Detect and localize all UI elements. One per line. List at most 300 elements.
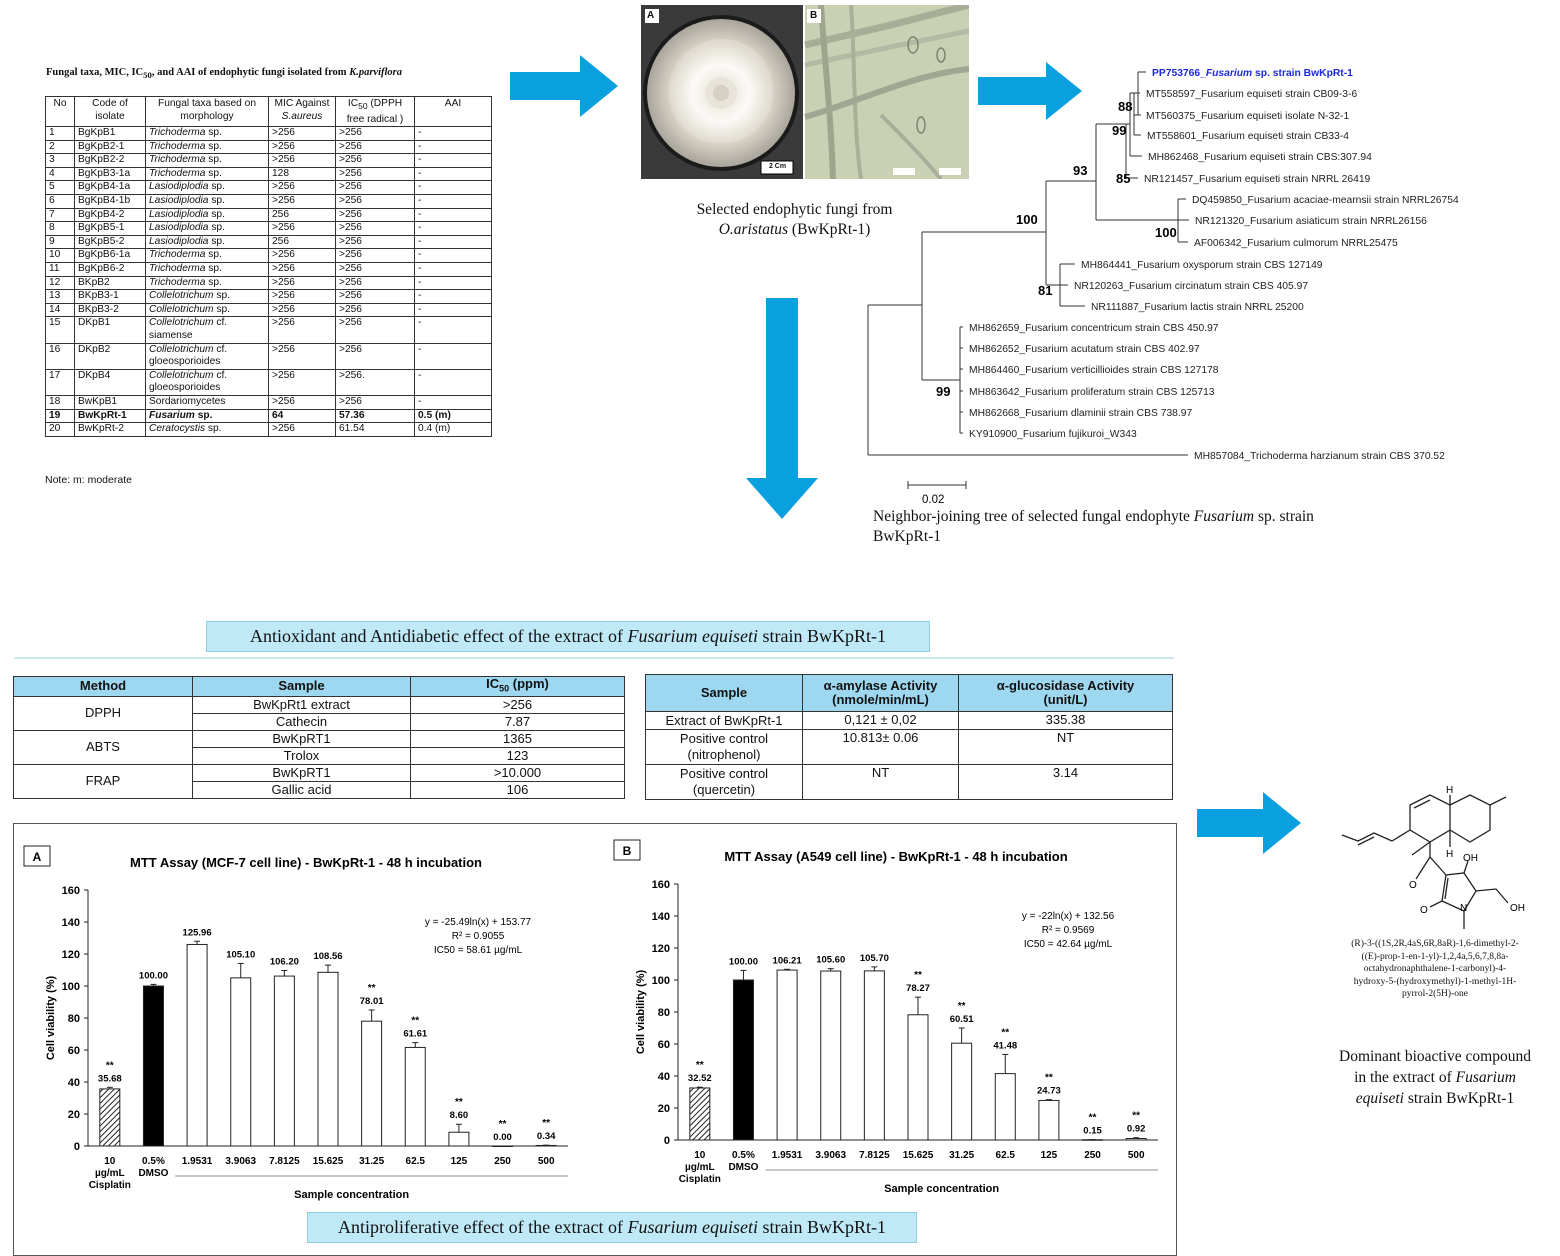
y-tick-label: 160 [61,885,80,897]
x-tick-label: 125 [1040,1150,1058,1161]
cell-mic: >256 [269,222,336,236]
data-label: 60.51 [949,1013,974,1025]
banner-text: strain BwKpRt-1 [758,1217,887,1237]
col-method: Method [14,677,193,697]
col-ic50 [336,97,415,127]
bar [777,970,797,1140]
taxa-genus: Collelotrichum [149,303,214,315]
fungal-table-body [46,127,492,437]
panel-letter: A [32,850,42,864]
photo-caption-line: Selected endophytic fungi from [696,201,893,218]
x-tick-label: DMSO [138,1168,169,1179]
cell-ic50: 1365 [411,730,625,747]
cell-code: BgKpB3-1a [75,167,146,181]
cell-code: BgKpB4-1a [75,181,146,195]
cell-aai: - [415,154,492,168]
atom-n: N [1460,903,1468,914]
compound-name-line: (R)-3-((1S,2R,4aS,6R,8aR)-1,6-dimethyl-2- [1351,939,1519,949]
cell-taxa [146,154,269,168]
table-row [14,764,625,781]
arrow-right-icon [1197,792,1303,854]
tree-leaf-label: NR120263_Fusarium circinatum strain CBS 405.97 [1074,281,1309,292]
cell-ic50: >256 [336,195,415,209]
significance-marker: ** [914,970,922,982]
compound-caption [1310,1046,1560,1109]
x-tick-label: 31.25 [359,1156,385,1167]
photo-label-b: B [810,10,818,21]
ic-label-post: (DPPH free radical ) [346,98,404,126]
x-tick-label: 0.5% [732,1150,755,1161]
cell-mic: >256 [269,140,336,154]
bar [1126,1139,1146,1140]
table-row [46,262,492,276]
cell-ic50: >256 [411,696,625,713]
regression-annotation: R² = 0.9055 [451,931,505,942]
section-divider [14,657,1174,659]
atom-oh: OH [1463,853,1478,864]
cell-aai: - [415,303,492,317]
photo-label-a: A [647,10,655,21]
significance-marker: ** [105,1060,114,1072]
amylase-unit: (nmole/min/mL) [832,692,929,707]
bar [952,1043,972,1140]
cell-code: BwKpB1 [75,395,146,409]
cell-no: 11 [46,262,75,276]
x-tick-label: 10 [694,1150,706,1161]
bootstrap-value: 100 [1155,225,1177,240]
y-tick-label: 0 [663,1135,670,1147]
compound-name [1320,938,1550,1001]
y-tick-label: 120 [61,949,80,961]
significance-marker: ** [1001,1027,1010,1039]
compound-name-line: pyrrol-2(5H)-one [1402,989,1468,999]
table-row [46,235,492,249]
taxa-rest: sp. [205,249,222,261]
cell-glucosidase: 335.38 [959,712,1173,730]
taxa-genus: Collelotrichum [149,369,214,381]
tree-leaf-label: MH862652_Fusarium acutatum strain CBS 402.97 [969,344,1200,355]
significance-marker: ** [367,982,376,994]
table-row [46,369,492,395]
cell-aai: - [415,140,492,154]
cell-aai: - [415,167,492,181]
table-note: Note: m: moderate [45,474,132,486]
atom-oh: OH [1510,903,1525,914]
chart-title: MTT Assay (A549 cell line) - BwKpRt-1 - 48 h incubation [724,849,1068,864]
col-code: Code of isolate [75,97,146,127]
cell-ic50: >256 [336,276,415,290]
col-mic [269,97,336,127]
photo-scale-bar: 2 Cm [768,163,787,170]
data-label: 0.15 [1083,1125,1102,1137]
cell-no: 1 [46,127,75,141]
taxa-genus: Collelotrichum [149,290,214,302]
chemical-structure [1330,775,1540,945]
y-tick-label: 40 [657,1071,670,1083]
cell-taxa [146,276,269,290]
x-tick-label: 10 [104,1156,116,1167]
cell-taxa [146,127,269,141]
col-no: No [46,97,75,127]
cell-ic50: >256 [336,343,415,369]
data-label: 106.20 [269,956,299,968]
title-text: , and AAI of endophytic fungi isolated from [151,67,350,78]
taxa-genus: Trichoderma [149,262,206,274]
antiproliferative-banner [307,1212,917,1243]
cell-mic: >256 [269,181,336,195]
taxa-genus: Ceratocystis [149,423,206,435]
significance-marker: ** [1088,1112,1097,1124]
table-row [46,181,492,195]
table-row [46,423,492,437]
bar [187,944,207,1146]
sample-name: Positive control [679,766,769,781]
cell-amylase: 10.813± 0.06 [803,730,959,765]
col-sample: Sample [646,675,803,712]
cell-ic50: 57.36 [336,409,415,423]
data-label: 78.27 [906,983,930,995]
cell-taxa [146,262,269,276]
cell-no: 10 [46,249,75,263]
table-row [646,730,1173,765]
ic-label: IC [347,98,359,109]
cell-no: 16 [46,343,75,369]
cell-ic50: >256 [336,290,415,304]
data-label: 105.70 [859,952,889,964]
compound-name-line: ((E)-prop-1-en-1-yl)-1,2,4a,5,6,7,8,8a- [1361,951,1509,962]
taxa-rest: sp. [205,127,222,139]
bar [908,1015,928,1140]
compound-caption-line [1310,1088,1560,1109]
tree-leaf-label: KY910900_Fusarium fujikuroi_W343 [969,429,1137,440]
tree-leaf-label: MT560375_Fusarium equiseti isolate N-32-1 [1146,111,1350,122]
panel-letter: B [622,844,632,858]
cell-code: DKpB1 [75,317,146,343]
cell-mic: >256 [269,127,336,141]
arrow-down-icon [746,298,818,520]
data-label: 0.92 [1126,1123,1146,1135]
cell-code: BgKpB4-2 [75,208,146,222]
glucosidase-unit: (unit/L) [1043,692,1088,707]
cell-mic: >256 [269,423,336,437]
x-tick-label: µg/mL [94,1168,125,1179]
atom-o: O [1409,880,1417,891]
tree-leaf-label: MH864460_Fusarium verticillioides strain CBS 127178 [969,365,1219,376]
cell-taxa [146,249,269,263]
taxa-genus: Trichoderma [149,249,206,261]
cell-taxa [146,208,269,222]
atom-h-bottom: H [1446,849,1454,860]
bootstrap-value: 85 [1116,171,1131,186]
cell-ic50: 7.87 [411,713,625,730]
cell-no: 8 [46,222,75,236]
data-label: 108.56 [313,951,343,963]
x-tick-label: 0.5% [142,1156,165,1167]
x-axis-label: Sample concentration [294,1189,410,1201]
tree-scale-label: 0.02 [922,494,945,505]
banner-text: Antiproliferative effect of the extract of [337,1217,628,1237]
taxa-genus: Trichoderma [149,154,206,166]
bootstrap-value: 93 [1073,163,1088,178]
cell-code: DKpB4 [75,369,146,395]
fungal-table-header [46,97,492,127]
mtt-chart-a549 [604,832,1174,1202]
cell-aai: - [415,395,492,409]
taxa-genus: Collelotrichum [149,317,214,329]
bar [405,1047,425,1146]
taxa-genus: Trichoderma [149,140,206,152]
data-label: 0.00 [493,1132,512,1143]
cell-mic: >256 [269,195,336,209]
bar [493,1146,513,1147]
y-tick-label: 80 [657,1007,670,1019]
cell-sample: BwKpRT1 [193,764,411,781]
regression-annotation: R² = 0.9569 [1041,925,1095,936]
tree-leaf-label: MH857084_Trichoderma harzianum strain CBS 370.52 [1194,451,1445,462]
cell-ic50: >256 [336,317,415,343]
fungal-table-title [46,67,402,80]
tree-caption-text: Neighbor-joining tree of selected fungal endophyte [873,508,1194,525]
col-ic50 [411,677,625,697]
cell-aai: 0.4 (m) [415,423,492,437]
chart-title: MTT Assay (MCF-7 cell line) - BwKpRt-1 - 48 h incubation [130,855,482,870]
cell-code: DKpB2 [75,343,146,369]
cell-mic: >256 [269,303,336,317]
taxa-genus: Trichoderma [149,127,206,139]
bar [274,976,294,1146]
y-tick-label: 140 [651,911,670,923]
bar [821,971,841,1140]
cell-mic: 64 [269,409,336,423]
bar [362,1021,382,1146]
cell-aai: - [415,317,492,343]
cell-code: BgKpB5-1 [75,222,146,236]
cell-code: BwKpRt-1 [75,409,146,423]
x-tick-label: 250 [494,1156,511,1167]
tree-leaf-label: MT558601_Fusarium equiseti strain CB33-4 [1147,131,1350,142]
sample-name: Positive control [679,731,769,746]
amylase-label: α-amylase Activity [823,678,938,693]
taxa-rest: cf. gloeosporioides [149,343,228,368]
cell-aai: - [415,181,492,195]
cell-no: 12 [46,276,75,290]
banner-species: Fusarium equiseti [627,626,759,646]
taxa-genus: Lasiodiplodia [149,235,209,247]
cell-ic50: >256 [336,181,415,195]
cell-method: FRAP [14,764,193,798]
cell-mic: 256 [269,235,336,249]
cell-glucosidase: 3.14 [959,765,1173,800]
bar [449,1132,469,1146]
cell-taxa [146,409,269,423]
col-aai: AAI [415,97,492,127]
bar [1039,1100,1059,1140]
cell-ic50: >256 [336,395,415,409]
title-text: Fungal taxa, MIC, IC [46,67,144,78]
significance-marker: ** [498,1119,507,1130]
y-tick-label: 80 [67,1013,80,1025]
cell-mic: >256 [269,317,336,343]
cell-ic50: >256 [336,208,415,222]
atom-o: O [1420,905,1428,916]
col-glucosidase [959,675,1173,712]
table-row [46,303,492,317]
antioxidant-table [13,676,625,799]
leaf-genus: Fusarium [1205,68,1253,79]
cell-mic: >256 [269,262,336,276]
cell-no: 18 [46,395,75,409]
table-row [46,167,492,181]
regression-annotation: IC50 = 58.61 µg/mL [433,945,523,956]
x-tick-label: 1.9531 [771,1150,803,1161]
cell-ic50: >256 [336,154,415,168]
significance-marker: ** [695,1060,704,1072]
cell-aai: - [415,222,492,236]
significance-marker: ** [1045,1072,1053,1084]
cell-aai: - [415,262,492,276]
y-tick-label: 120 [651,943,670,955]
x-tick-label: 500 [1127,1150,1145,1161]
table-row [46,290,492,304]
cell-code: BwKpRt-2 [75,423,146,437]
tree-leaf-label: MH862668_Fusarium dlaminii strain CBS 738.97 [969,408,1193,419]
taxa-genus: Trichoderma [149,276,206,288]
table-row [46,276,492,290]
caption-code: (BwKpRt-1) [788,221,871,238]
x-tick-label: 1.9531 [181,1156,213,1167]
banner-species: Fusarium equiseti [627,1217,759,1237]
taxa-genus: Trichoderma [149,167,206,179]
taxa-rest: sp. [208,208,225,220]
cell-no: 9 [46,235,75,249]
data-label: 35.68 [97,1073,122,1085]
bootstrap-value: 81 [1038,283,1053,298]
bar [318,972,338,1146]
taxa-rest: Sordariomycetes [149,395,226,407]
data-label: 8.60 [449,1110,469,1122]
compound-caption-line [1310,1067,1560,1088]
cell-ic50: >256 [336,235,415,249]
y-axis-label: Cell viability (%) [635,969,647,1055]
cell-aai: 0.5 (m) [415,409,492,423]
taxa-rest: sp. [205,262,222,274]
arrow-right-icon [510,55,620,117]
x-tick-label: 500 [537,1156,555,1167]
banner-text: strain BwKpRt-1 [758,626,887,646]
regression-annotation: IC50 = 42.64 µg/mL [1023,939,1113,950]
caption-text: strain BwKpRt-1 [1404,1090,1515,1107]
cell-mic: >256 [269,369,336,395]
cell-taxa [146,423,269,437]
taxa-rest: sp. [194,409,213,421]
taxa-rest: sp. [213,303,230,315]
cell-ic50: 106 [411,781,625,798]
tree-leaf-label: MH862468_Fusarium equiseti strain CBS:307.94 [1148,152,1372,163]
ic-sub: 50 [358,101,368,112]
y-tick-label: 140 [61,917,80,929]
cell-taxa [146,303,269,317]
cell-sample [646,765,803,800]
tree-leaf-label: NR121457_Fusarium equiseti strain NRRL 26419 [1144,174,1371,185]
taxa-rest: sp. [208,222,225,234]
enzyme-table-header [646,675,1173,712]
antioxidant-banner [206,621,930,652]
taxa-genus: Lasiodiplodia [149,195,209,206]
cell-code: BgKpB6-2 [75,262,146,276]
enzyme-table-body [646,712,1173,800]
col-amylase [803,675,959,712]
cell-no: 19 [46,409,75,423]
cell-sample [646,712,803,730]
taxa-rest: sp. [208,235,225,247]
taxa-genus: Collelotrichum [149,343,214,355]
data-label: 105.60 [816,954,846,966]
cell-aai: - [415,208,492,222]
tree-caption-genus: Fusarium [1193,508,1255,525]
significance-marker: ** [542,1118,551,1130]
y-tick-label: 60 [67,1045,80,1057]
compound-caption-line: Dominant bioactive compound [1339,1048,1531,1065]
cell-ic50: 61.54 [336,423,415,437]
cell-no: 20 [46,423,75,437]
x-tick-label: 31.25 [949,1150,975,1161]
table-row [46,395,492,409]
data-label: 106.21 [772,955,802,967]
table-row [46,343,492,369]
tree-leaf-label: NR111887_Fusarium lactis strain NRRL 25200 [1091,302,1304,313]
data-label: 41.48 [993,1040,1018,1052]
cell-ic50: >256 [336,262,415,276]
tree-caption-line: BwKpRt-1 [873,528,942,545]
cell-mic: >256 [269,290,336,304]
cell-taxa [146,290,269,304]
table-row [46,208,492,222]
data-label: 100.00 [728,956,758,968]
cell-no: 3 [46,154,75,168]
cell-taxa [146,167,269,181]
x-tick-label: 3.9063 [815,1150,847,1161]
taxa-rest: sp. [205,167,222,179]
cell-glucosidase: NT [959,730,1173,765]
taxa-rest: sp. [205,140,222,152]
tree-leaf-label: DQ459850_Fusarium acaciae-mearnsii strain NRRL26754 [1192,195,1459,206]
cell-ic50: >256 [336,127,415,141]
data-label: 24.73 [1037,1085,1061,1097]
y-tick-label: 0 [73,1141,80,1153]
ic-label: IC [486,676,500,691]
cell-code: BKpB3-2 [75,303,146,317]
mic-label: MIC Against [274,98,330,109]
cell-code: BgKpB4-1b [75,195,146,209]
y-tick-label: 160 [651,879,670,891]
x-tick-label: µg/mL [684,1162,715,1173]
y-tick-label: 20 [657,1103,670,1115]
col-taxa: Fungal taxa based on morphology [146,97,269,127]
x-axis-label: Sample concentration [884,1183,1000,1195]
cell-mic: 128 [269,167,336,181]
bar [143,986,163,1146]
x-tick-label: DMSO [728,1162,759,1173]
cell-aai: - [415,249,492,263]
compound-name-line: octahydronaphthalene-1-carbonyl)-4- [1363,964,1507,974]
leaf-accession: PP753766_ [1152,68,1206,79]
cell-ic50: >256 [336,222,415,236]
taxa-rest: sp. [208,181,225,193]
bar [231,978,251,1146]
y-tick-label: 100 [651,975,670,987]
table-row [46,317,492,343]
cell-sample: Cathecin [193,713,411,730]
